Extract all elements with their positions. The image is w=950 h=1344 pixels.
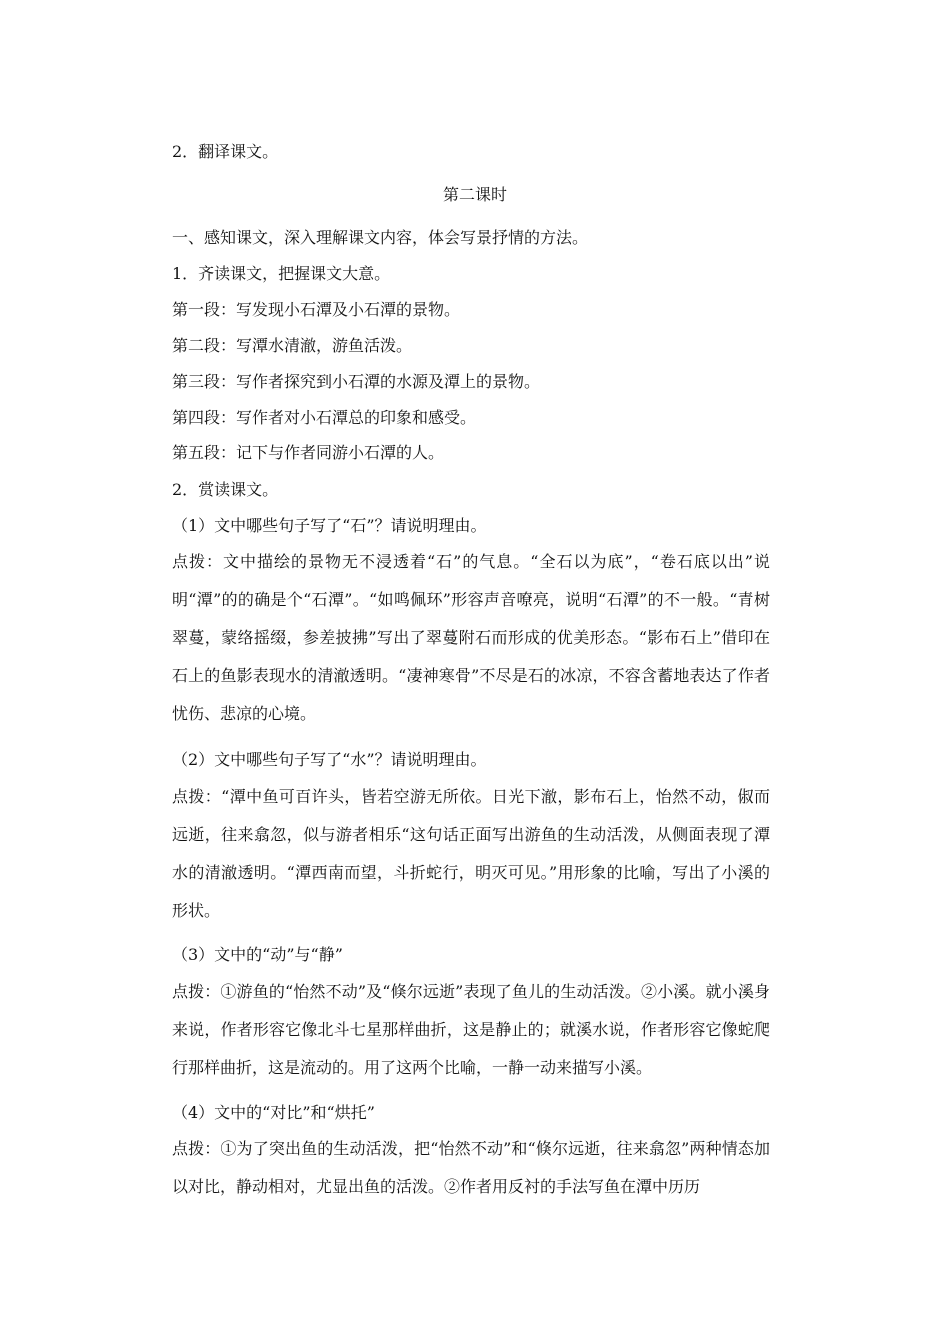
question-3: （3）文中的“动”与“静” — [172, 945, 343, 964]
summary-paragraph-4: 第四段：写作者对小石潭总的印象和感受。 — [172, 408, 477, 427]
step-2: 2．赏读课文。 — [172, 480, 279, 499]
answer-2: 点拨：“潭中鱼可百许头，皆若空游无所依。日光下澈，影布石上，怡然不动，俶而远逝，往来翕忽，似与游者相乐“这句话正面写出游鱼的生动活泼，从侧面表现了潭水的清澈透明。“潭西南而望，斗折蛇行，明灭可见。”用形象的比喻，写出了小溪的形状。 — [172, 787, 770, 920]
summary-paragraph-5: 第五段：记下与作者同游小石潭的人。 — [172, 443, 445, 462]
summary-paragraph-2: 第二段：写潭水清澈，游鱼活泼。 — [172, 336, 413, 355]
answer-1: 点拨：文中描绘的景物无不浸透着“石”的气息。“全石以为底”，“卷石底以出”说明“潭”的的确是个“石潭”。“如鸣佩环”形容声音嘹亮，说明“石潭”的不一般。“青树翠蔓，蒙络摇缀，参差披拂”写出了翠蔓附石而形成的优美形态。“影布石上”借印在石上的鱼影表现水的清澈透明。“凄神寒骨”不尽是石的冰凉，不容含蓄地表达了作者忧伤、悲凉的心境。 — [172, 552, 770, 723]
answer-3: 点拨：①游鱼的“怡然不动”及“倏尔远逝”表现了鱼儿的生动活泼。②小溪。就小溪身来说，作者形容它像北斗七星那样曲折，这是静止的；就溪水说，作者形容它像蛇爬行那样曲折，这是流动的。用了这两个比喻，一静一动来描写小溪。 — [172, 982, 770, 1077]
item-translate: 2．翻译课文。 — [172, 142, 279, 161]
summary-paragraph-3: 第三段：写作者探究到小石潭的水源及潭上的景物。 — [172, 372, 541, 391]
question-1: （1）文中哪些句子写了“石”？请说明理由。 — [172, 516, 487, 535]
step-1: 1．齐读课文，把握课文大意。 — [172, 264, 391, 283]
part-one-heading: 一、感知课文，深入理解课文内容，体会写景抒情的方法。 — [172, 228, 589, 247]
question-2: （2）文中哪些句子写了“水”？请说明理由。 — [172, 750, 487, 769]
question-4: （4）文中的“对比”和“烘托” — [172, 1103, 375, 1122]
section-title: 第二课时 — [442, 185, 507, 204]
answer-4: 点拨：①为了突出鱼的生动活泼，把“怡然不动”和“倏尔远逝，往来翕忽”两种情态加以对比，静动相对，尤显出鱼的活泼。②作者用反衬的手法写鱼在潭中历历 — [172, 1139, 770, 1196]
summary-paragraph-1: 第一段：写发现小石潭及小石潭的景物。 — [172, 300, 461, 319]
